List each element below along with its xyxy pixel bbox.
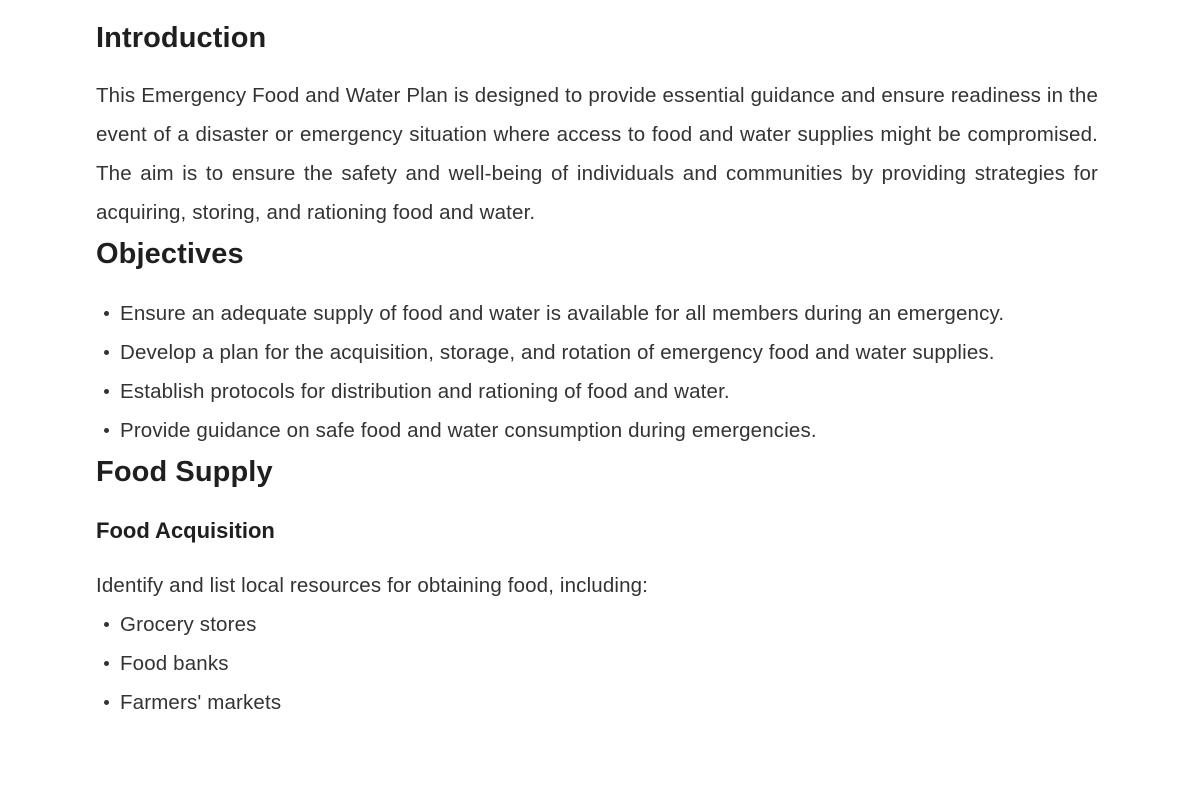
list-item: Provide guidance on safe food and water consumption during emergencies. (96, 411, 1074, 450)
food-acquisition-paragraph: Identify and list local resources for obtaining food, including: (96, 574, 649, 597)
list-item: Develop a plan for the acquisition, storage, and rotation of emergency food and water supplies. (96, 333, 1074, 372)
food-acquisition-heading: Food Acquisition (96, 518, 275, 543)
introduction-heading: Introduction (96, 22, 267, 54)
list-item: Grocery stores (96, 605, 1098, 644)
list-item: Food banks (96, 644, 1098, 683)
list-item: Farmers' markets (96, 683, 1098, 722)
list-item: Establish protocols for distribution and rationing of food and water. (96, 372, 1074, 411)
objectives-heading: Objectives (96, 238, 244, 270)
objectives-list (96, 294, 1074, 450)
introduction-paragraph: This Emergency Food and Water Plan is designed to provide essential guidance and ensure readiness in the event of a disaster or emergency situation where access to food and water supplies might be compromised. The aim is to ensure the safety and well-being of individuals and communities by providing strategies for acquiring, storing, and rationing food and water. (96, 84, 1098, 224)
food-resources-list (96, 605, 1098, 722)
food-supply-heading: Food Supply (96, 456, 273, 488)
list-item: Ensure an adequate supply of food and water is available for all members during an emergency. (96, 294, 1074, 333)
